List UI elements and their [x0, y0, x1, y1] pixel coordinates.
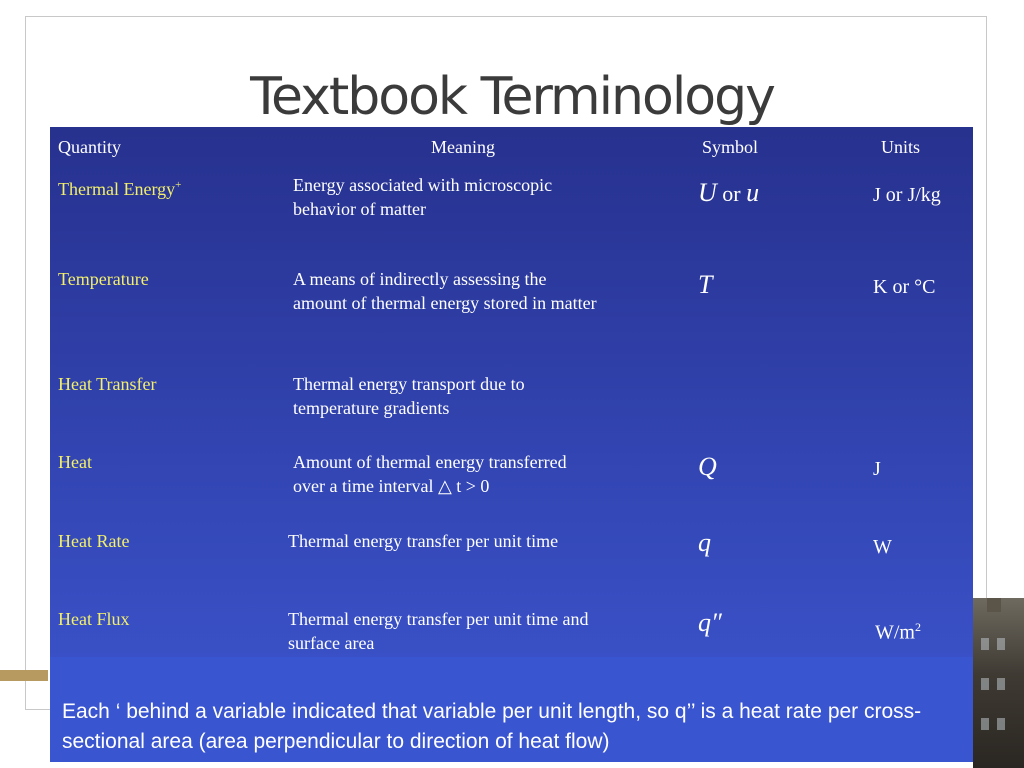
quantity-heat-transfer: Heat Transfer — [58, 374, 157, 394]
slide-title: Textbook Terminology — [250, 67, 774, 127]
units-superscript: 2 — [915, 620, 921, 634]
meaning-heat-transfer: Thermal energy transport due to temperature gradients — [293, 374, 525, 418]
units-heat-rate: W — [873, 536, 892, 558]
terminology-table — [50, 127, 973, 762]
meaning-heat-flux: Thermal energy transfer per unit time and surface area — [288, 609, 589, 653]
symbol-temperature: T — [698, 270, 713, 299]
quantity-thermal-energy — [58, 173, 181, 201]
building-window — [997, 678, 1005, 690]
footnote-box — [50, 657, 973, 762]
header-meaning: Meaning — [431, 137, 495, 157]
building-window — [981, 718, 989, 730]
quantity-label: Thermal Energy — [58, 179, 176, 199]
building-window — [997, 638, 1005, 650]
footnote-text: Each ‘ behind a variable indicated that variable per unit length, so q’’ is a heat rate per cross-sectional area (area perpendicular to direction of heat flow) — [62, 700, 922, 753]
meaning-heat-rate: Thermal energy transfer per unit time — [288, 531, 559, 551]
meaning-temperature: A means of indirectly assessing the amount of thermal energy stored in matter — [293, 269, 597, 313]
symbol-heat-flux: q″ — [698, 608, 722, 637]
symbol-thermal-energy — [698, 178, 760, 207]
meaning-heat: Amount of thermal energy transferred over a time interval △ t > 0 — [293, 452, 567, 496]
header-symbol: Symbol — [702, 137, 759, 157]
quantity-superscript: + — [175, 179, 182, 191]
quantity-temperature: Temperature — [58, 269, 149, 289]
header-quantity: Quantity — [58, 137, 121, 157]
symbol-alt: u — [746, 178, 760, 207]
quantity-heat: Heat — [58, 452, 92, 472]
units-heat-flux — [875, 615, 921, 645]
header-units: Units — [881, 137, 921, 157]
meaning-thermal-energy: Energy associated with microscopic behavior of matter — [293, 175, 553, 219]
units-label: W/m — [875, 621, 915, 644]
building-window — [981, 638, 989, 650]
building-window — [997, 718, 1005, 730]
symbol-or: or — [716, 181, 747, 206]
units-temperature: K or °C — [873, 276, 936, 298]
quantity-heat-rate: Heat Rate — [58, 531, 130, 551]
units-thermal-energy: J or J/kg — [873, 184, 941, 206]
symbol-main: U — [698, 178, 717, 207]
accent-bar — [0, 670, 48, 681]
building-photo — [973, 598, 1024, 768]
quantity-heat-flux: Heat Flux — [58, 609, 130, 629]
symbol-heat-rate: q — [698, 528, 711, 557]
symbol-heat: Q — [698, 452, 717, 481]
units-heat: J — [873, 458, 881, 480]
building-tower — [987, 598, 1001, 612]
building-window — [981, 678, 989, 690]
